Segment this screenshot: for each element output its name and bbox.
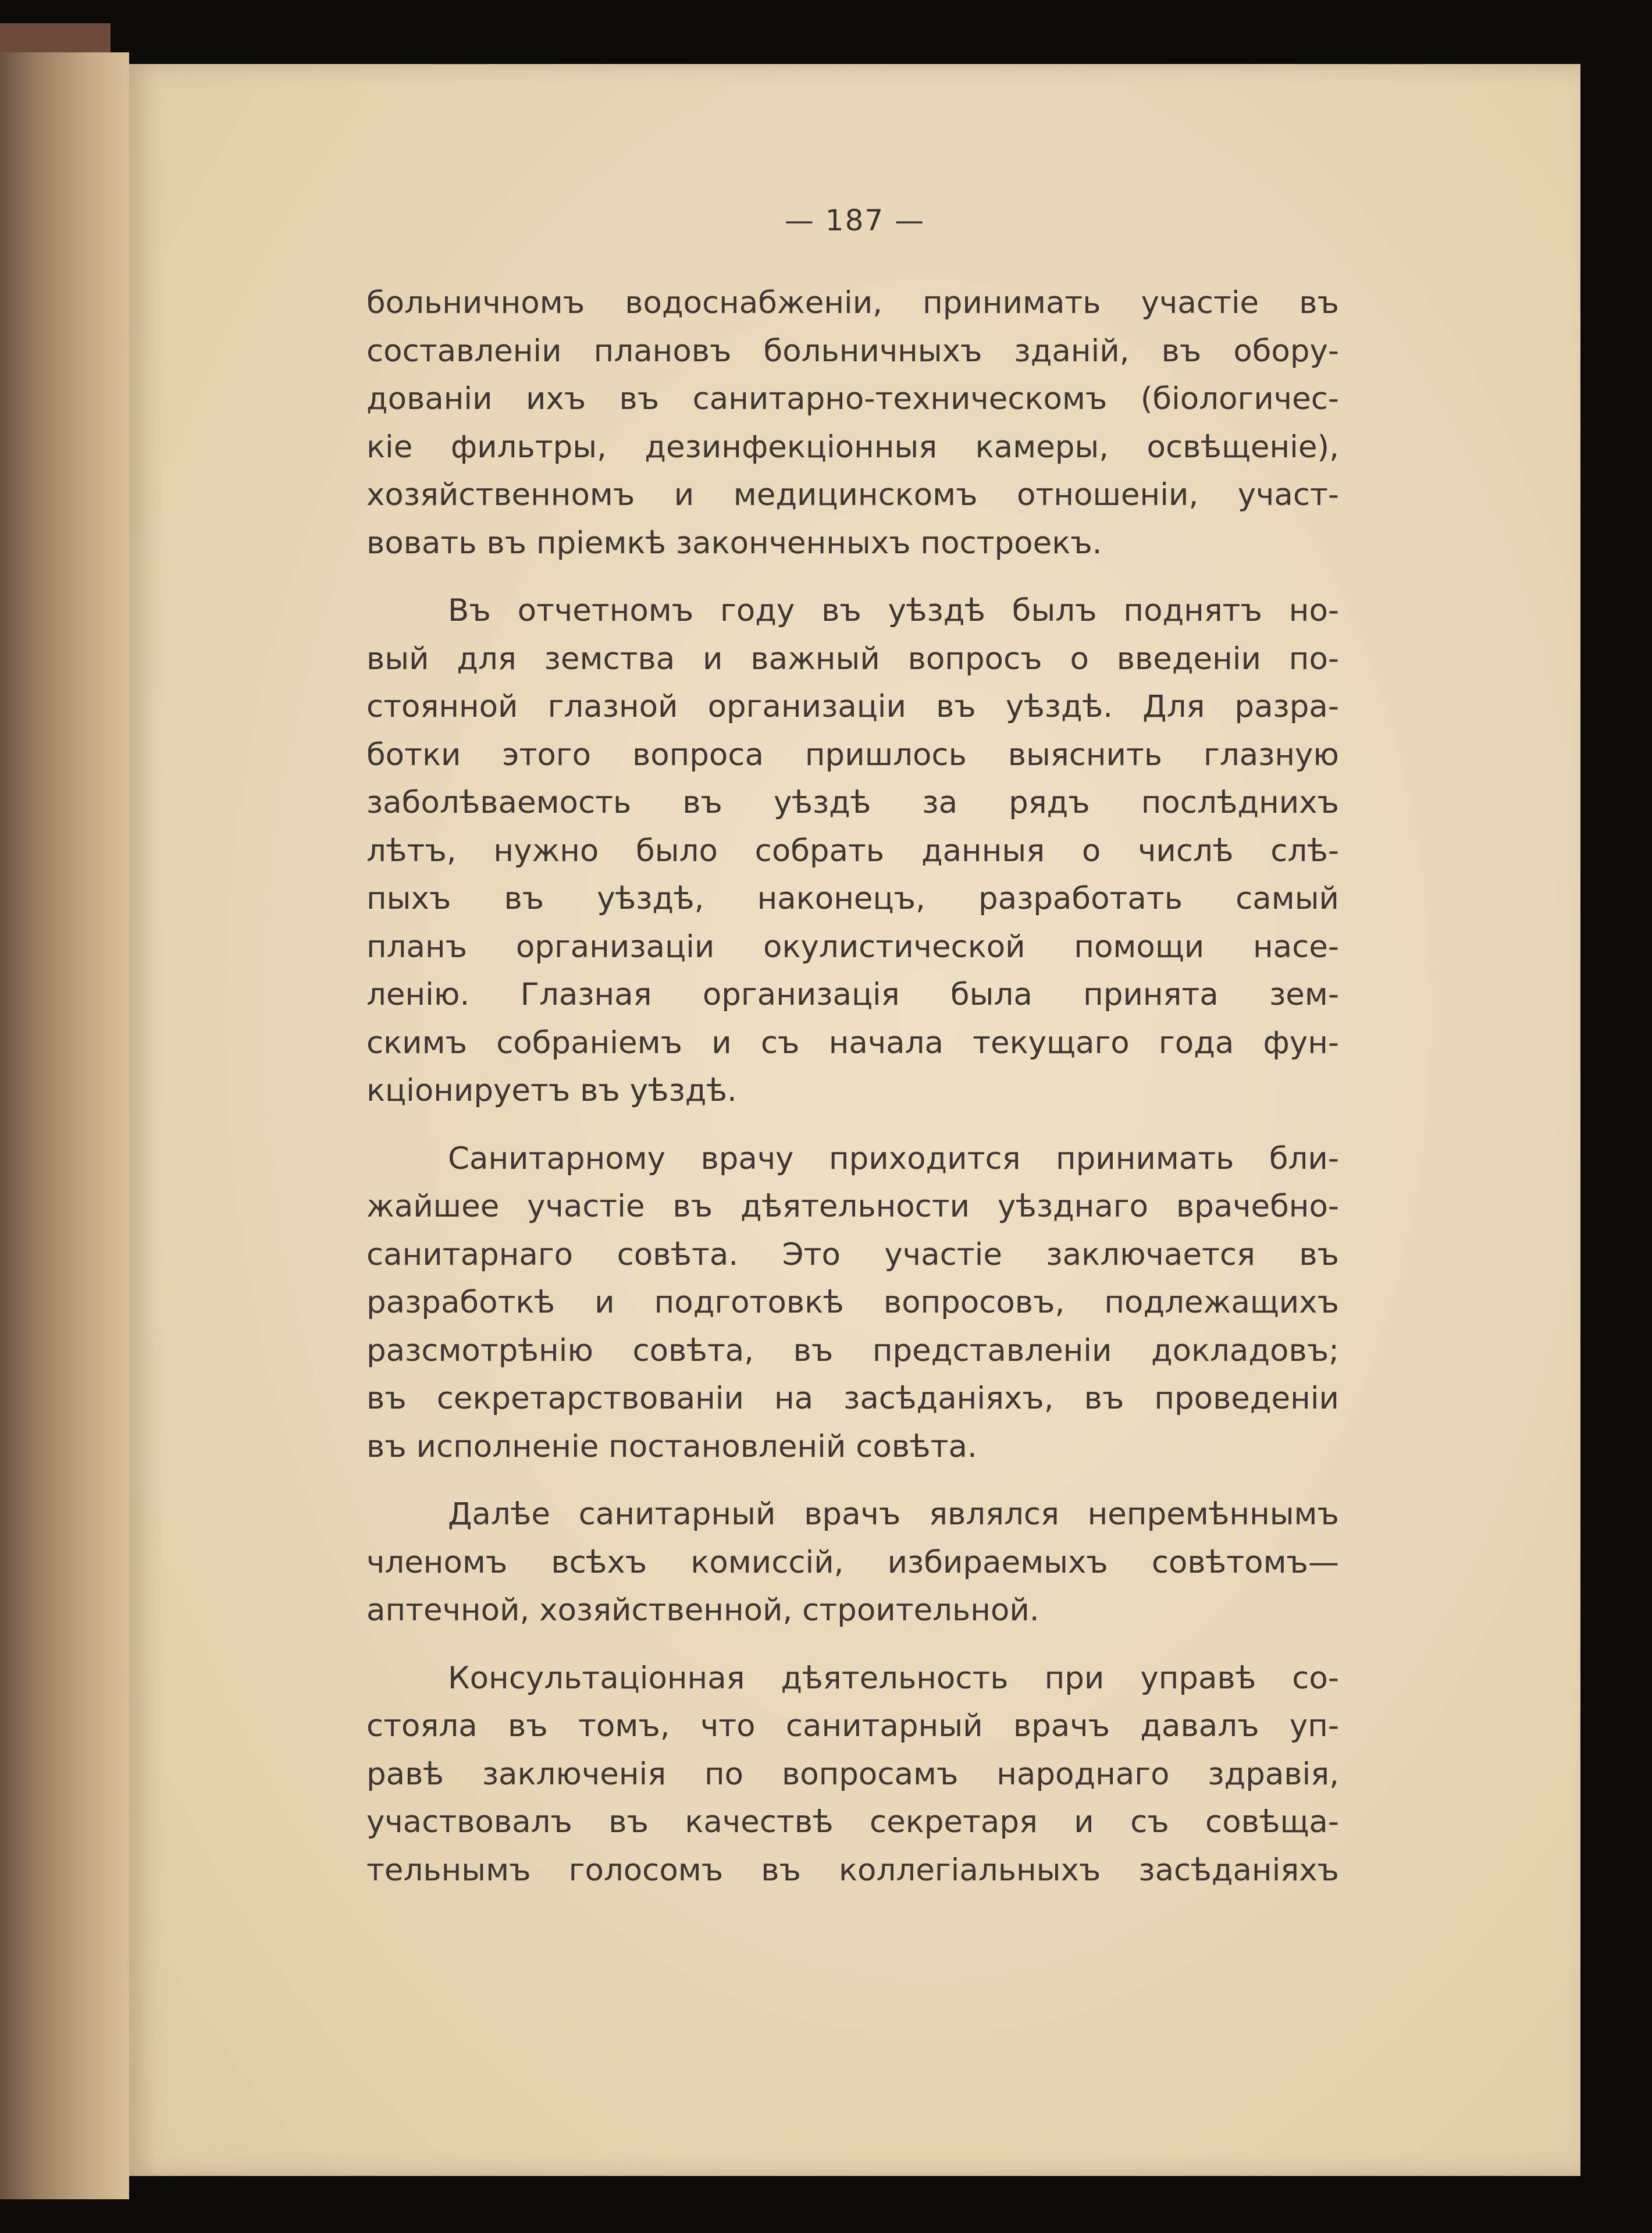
text-line: Далѣе санитарный врачъ являлся непремѣннымъ xyxy=(448,1496,1339,1532)
text-line: вый для земства и важный вопросъ о введеніи по- xyxy=(366,641,1339,677)
text-line: составленіи плановъ больничныхъ зданій, въ обору- xyxy=(366,333,1339,369)
text-line: хозяйственномъ и медицинскомъ отношеніи, участ- xyxy=(366,477,1339,513)
text-line: разработкѣ и подготовкѣ вопросовъ, подлежащихъ xyxy=(366,1285,1339,1320)
text-line: разсмотрѣнію совѣта, въ представленіи докладовъ; xyxy=(366,1332,1339,1368)
text-line: въ исполненіе постановленій совѣта. xyxy=(366,1428,977,1464)
text-line: планъ организаціи окулистической помощи насе- xyxy=(366,929,1339,965)
text-line: Санитарному врачу приходится принимать бли- xyxy=(448,1140,1339,1176)
text-line: стояла въ томъ, что санитарный врачъ давалъ уп- xyxy=(366,1708,1339,1744)
text-line: вовать въ пріемкѣ законченныхъ построекъ. xyxy=(366,525,1102,561)
paragraph xyxy=(366,279,1339,567)
book-page xyxy=(129,64,1580,2176)
text-line: скимъ собраніемъ и съ начала текущаго года фун- xyxy=(366,1025,1339,1061)
text-line: дованіи ихъ въ санитарно-техническомъ (біологичес- xyxy=(366,381,1339,417)
text-line: кіе фильтры, дезинфекціонныя камеры, освѣщеніе), xyxy=(366,429,1339,465)
paragraph xyxy=(366,587,1339,1115)
text-line: участвовалъ въ качествѣ секретаря и съ совѣща- xyxy=(366,1804,1339,1840)
text-line: кціонируетъ въ уѣздѣ. xyxy=(366,1073,737,1108)
text-line: аптечной, хозяйственной, строительной. xyxy=(366,1592,1039,1628)
text-line: санитарнаго совѣта. Это участіе заключается въ xyxy=(366,1236,1339,1272)
left-page-edge xyxy=(0,52,129,2199)
text-line: Въ отчетномъ году въ уѣздѣ былъ поднятъ но- xyxy=(448,593,1339,628)
text-line: въ секретарствованіи на засѣданіяхъ, въ проведеніи xyxy=(366,1381,1339,1416)
text-line: лѣтъ, нужно было собрать данныя о числѣ слѣ- xyxy=(366,833,1339,869)
text-line: Консультаціонная дѣятельность при управѣ со- xyxy=(448,1660,1339,1696)
text-line: ботки этого вопроса пришлось выяснить глазную xyxy=(366,737,1339,773)
text-line: членомъ всѣхъ комиссій, избираемыхъ совѣтомъ— xyxy=(366,1544,1339,1580)
paragraph xyxy=(366,1135,1339,1471)
text-line: стоянной глазной организаціи въ уѣздѣ. Для разра- xyxy=(366,689,1339,724)
text-line: тельнымъ голосомъ въ коллегіальныхъ засѣданіяхъ xyxy=(366,1852,1339,1888)
text-line: жайшее участіе въ дѣятельности уѣзднаго врачебно- xyxy=(366,1189,1339,1224)
text-line: больничномъ водоснабженіи, принимать участіе въ xyxy=(366,285,1339,321)
paragraph xyxy=(366,1655,1339,1895)
text-line: равѣ заключенія по вопросамъ народнаго здравія, xyxy=(366,1756,1339,1792)
text-line: заболѣваемость въ уѣздѣ за рядъ послѣднихъ xyxy=(366,785,1339,820)
page-number: — 187 — xyxy=(784,204,925,237)
text-line: пыхъ въ уѣздѣ, наконецъ, разработать самый xyxy=(366,881,1339,916)
paragraph xyxy=(366,1491,1339,1635)
text-line: ленію. Глазная организація была принята зем- xyxy=(366,977,1339,1012)
body-text xyxy=(366,279,1339,1914)
